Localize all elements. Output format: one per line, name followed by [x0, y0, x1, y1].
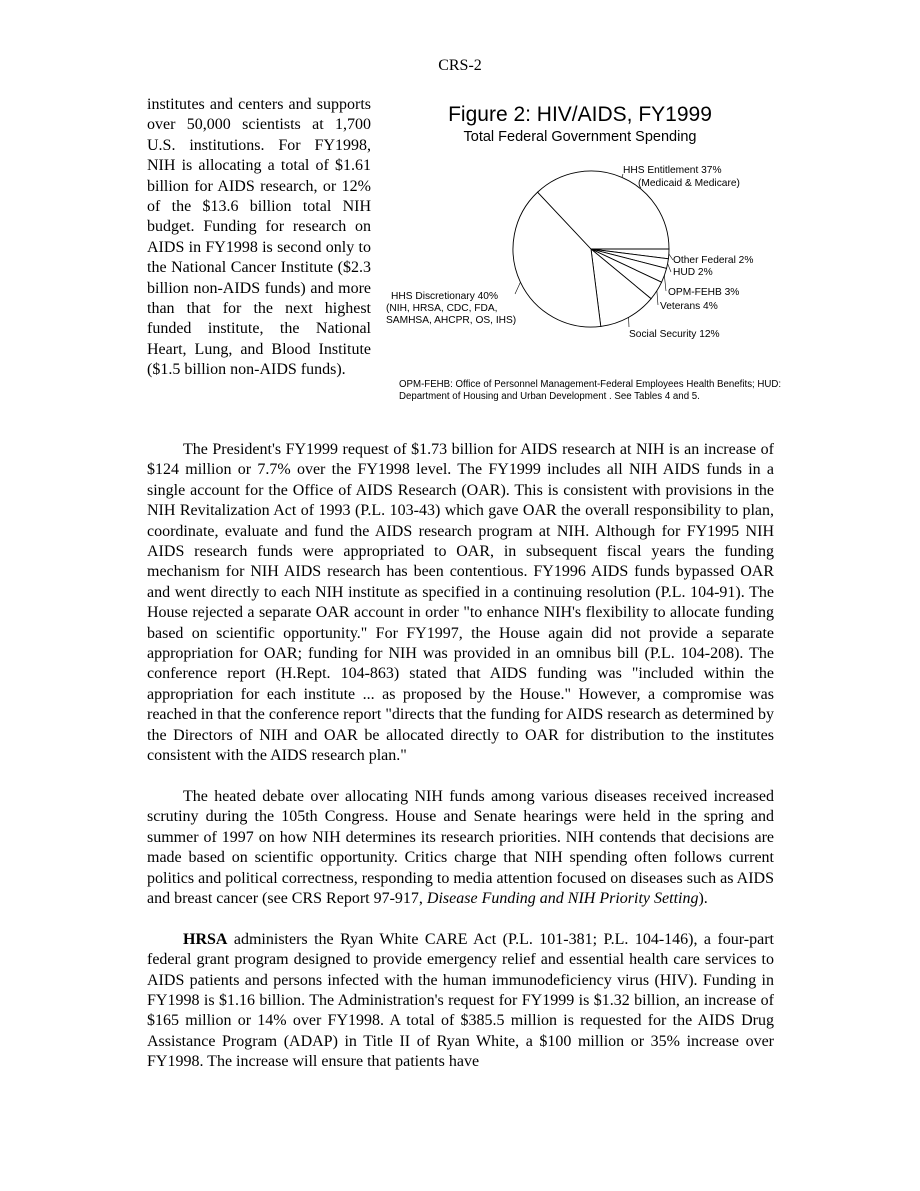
p3-text: administers the Ryan White CARE Act (P.L. 101-381; P.L. 104-146), a four-part federal grant program designed to provide emergency relief and essential health care services to AIDS patients and persons infected with the human immunodeficiency virus (HIV). Funding in FY1998 is $1.16 billion. The Administration's request for FY1999 is $1.32 billion, an increase of $165 million or 14% over FY1998. A total of $385.5 million is requested for the AIDS Drug Assistance Program (ADAP) in Title II of Ryan White, a $100 million or 35% increase over FY1998. The increase will ensure that patients have: [147, 930, 774, 1071]
label-opm-fehb: OPM-FEHB 3%: [668, 287, 740, 298]
label-hhs-discretionary: HHS Discretionary 40%: [391, 291, 499, 302]
page-number: CRS-2: [438, 57, 482, 74]
leader-line-veterans: [657, 291, 658, 305]
label-hhs-entitlement-programs: (Medicaid & Medicare): [638, 178, 740, 189]
figure-2: [380, 100, 780, 430]
leader-line-hhs-discretionary: [515, 282, 520, 294]
hrsa-term: HRSA: [183, 930, 228, 948]
label-hhs-discretionary-agencies: (NIH, HRSA, CDC, FDA,: [386, 303, 498, 314]
p2-end: ).: [698, 889, 708, 907]
paragraph-funding-debate: [147, 787, 774, 909]
label-hud: HUD 2%: [673, 267, 713, 278]
leader-line-opm-fehb: [664, 275, 666, 291]
label-other-federal: Other Federal 2%: [673, 255, 754, 266]
p2-text: The heated debate over allocating NIH funds among various diseases received increased scrutiny during the 105th Congress. House and Senate hearings were held in the spring and summer of 1997 on how NIH determines its research priorities. NIH contends that decisions are made based on scientific opportunity. Critics charge that NIH spending often follows current politics and political correctness, responding to media attention focused on diseases such as AIDS and breast cancer (see CRS Report 97-917,: [147, 787, 774, 907]
left-column-text: institutes and centers and supports over 50,000 scientists at 1,700 U.S. institutions. For FY1998, NIH is allocating a total of $1.61 billion for AIDS research, or 12% of the $13.6 billion total NIH budget. Funding for research on AIDS in FY1998 is second only to the National Cancer Institute ($2.3 billion non-AIDS funds) and more than that for the next highest funded institute, the National Heart, Lung, and Blood Institute ($1.5 billion non-AIDS funds).: [147, 96, 371, 379]
report-title: Disease Funding and NIH Priority Setting: [426, 889, 699, 907]
figure-title: Figure 2: HIV/AIDS, FY1999: [448, 103, 712, 126]
body-text: [147, 440, 774, 1073]
pie-chart: [380, 100, 780, 380]
label-hhs-entitlement: HHS Entitlement 37%: [623, 165, 722, 176]
label-social-security: Social Security 12%: [629, 329, 720, 340]
label-hhs-discretionary-agencies-2: SAMHSA, AHCPR, OS, IHS): [386, 315, 517, 326]
paragraph-nih-request: The President's FY1999 request of $1.73 billion for AIDS research at NIH is an increase of $124 million or 7.7% over the FY1998 level. The FY1999 includes all NIH AIDS funds in a single account for the Office of AIDS Research (OAR). This is consistent with provisions in the NIH Revitalization Act of 1993 (P.L. 103-43) which gave OAR the overall responsibility to plan, coordinate, evaluate and fund the AIDS research program at NIH. Although for FY1995 NIH AIDS research funds were appropriated to OAR, in subsequent fiscal years the funding mechanism for NIH AIDS research has been contentious. FY1996 AIDS funds bypassed OAR and went directly to each NIH institute as specified in a continuing resolution (P.L. 104-91). The House rejected a separate OAR account in order "to enhance NIH's flexibility to allocate funding based on scientific opportunity." For FY1997, the House again did not provide a separate appropriation for OAR; funding for NIH was provided in an omnibus bill (P.L. 104-208). The conference report (H.Rept. 104-863) stated that AIDS funding was "included within the appropriation for each institute ... as proposed by the House." However, a compromise was reached in that the conference report "directs that the funding for AIDS research as determined by the Directors of NIH and OAR be allocated directly to OAR for distribution to the institutes consistent with the AIDS research plan.": [147, 441, 774, 765]
figure-note: OPM-FEHB: Office of Personnel Management-Federal Employees Health Benefits; HUD: Department of Housing and Urban Development . See Tables 4 and 5.: [399, 379, 782, 402]
figure-subtitle: Total Federal Government Spending: [463, 129, 697, 145]
label-veterans: Veterans 4%: [660, 301, 718, 312]
paragraph-hrsa: [147, 930, 774, 1073]
leader-line-hud: [668, 264, 671, 272]
